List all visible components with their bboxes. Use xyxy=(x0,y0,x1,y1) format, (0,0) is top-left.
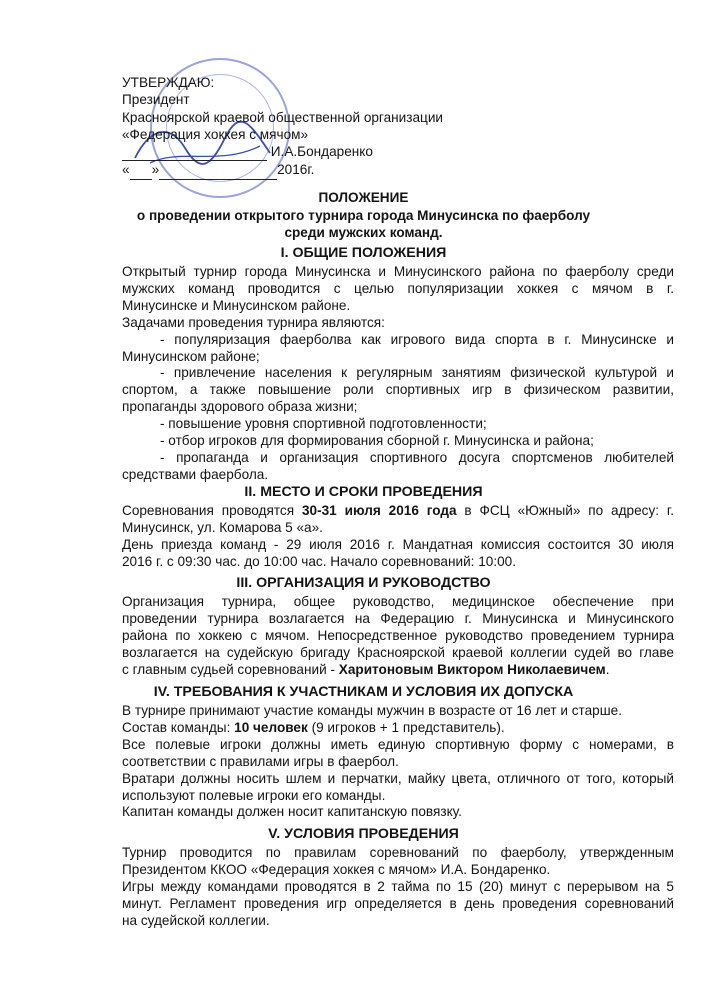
section-4-heading: IV. ТРЕБОВАНИЯ К УЧАСТНИКАМ И УСЛОВИЯ ИХ ДОПУСКА xyxy=(153,684,574,700)
approval-date-line: « » 2016г. xyxy=(122,161,443,179)
section-3-body: Организация турнира, общее руководство, медицинское обеспечение при проведении турнира возлагается на Федерацию г. Минусинска и Минусинского района по хоккею с мячом. Непосредственное руководство проведением турнира возлагается на судейскую бригаду Красноярской краевой коллегии судей во главе с главным судьей соревнований - Харитоновым Виктором Николаевичем. xyxy=(122,594,674,677)
section-3-heading: III. ОРГАНИЗАЦИЯ И РУКОВОДСТВО xyxy=(236,575,491,591)
section-5-body: Турнир проводится по правилам соревнований по фаерболу, утвержденным Президентом ККОО «Федерация хоккея с мячом» И.А. Бондаренко. Игры между командами проводятся в 2 тайма по 15 (20) минут с перерывом на 5 минут. Регламент проведения игр определяется в день проведения соревнований на судейской коллегии. xyxy=(122,845,674,928)
approval-year: 2016г. xyxy=(277,162,315,178)
section-1-body: Открытый турнир города Минусинска и Минусинского района по фаерболу среди мужских команд проводится с целью популяризации хоккея с мячом в г. Минусинске и Минусинском районе. Задачами проведения турнира являются: - популяризация фаерболва как игрового вида спорта в г. Минусинске и Минусинском районе; - привлечение населения к регулярным занятиям физической культурой и спортом, а также повышение роли спортивных игр в физическом развитии, пропаганды здорового образа жизни; - повышение уровня спортивной подготовленности; - отбор игроков для формирования сборной г. Минусинска и района; - пропаганда и организация спортивного досуга спортсменов любителей средствами фаербола. xyxy=(122,264,674,482)
document-title: ПОЛОЖЕНИЕ о проведении открытого турнира города Минусинска по фаерболу среди мужских команд. xyxy=(136,190,591,240)
approval-signer: И.А.Бондаренко xyxy=(270,144,373,160)
section-2-heading: II. МЕСТО И СРОКИ ПРОВЕДЕНИЯ xyxy=(244,484,483,500)
team-size: 10 человек xyxy=(234,719,308,735)
tournament-dates: 30-31 июля 2016 года xyxy=(301,503,457,518)
section-2-body: Соревнования проводятся 30-31 июля 2016 года в ФСЦ «Южный» по адресу: г. Минусинск, ул. Комарова 5 «а». День приезда команд - 29 июля 2016 г. Мандатная комиссия состоится 30 июля 2016 г. с 09:30 час. до 10:00 час. Начало соревнований: 10:00. xyxy=(122,503,674,569)
section-5-heading: V. УСЛОВИЯ ПРОВЕДЕНИЯ xyxy=(268,826,459,842)
approval-position: Президент xyxy=(122,92,190,108)
chief-referee-name: Харитоновым Виктором Николаевичем xyxy=(338,661,606,677)
approval-organization: Красноярской краевой общественной организации xyxy=(122,109,444,125)
approval-signature-line xyxy=(122,143,443,161)
section-4-body: В турнире принимают участие команды мужчин в возрасте от 16 лет и старше. Состав команды: 10 человек (9 игроков + 1 представитель). Все полевые игроки должны иметь единую спортивную форму с номерами, в соответствии с правилами игры в фаербол. Вратари должны носить шлем и перчатки, майку цвета, отличного от того, который используют полевые игроки его команды. Капитан команды должен носит капитанскую повязку. xyxy=(122,703,674,820)
section-1-heading: I. ОБЩИЕ ПОЛОЖЕНИЯ xyxy=(280,245,447,261)
approval-block xyxy=(122,74,443,180)
approval-heading: УТВЕРЖДАЮ: xyxy=(122,75,215,90)
approval-federation: «Федерация хоккея с мячом» xyxy=(122,126,309,142)
